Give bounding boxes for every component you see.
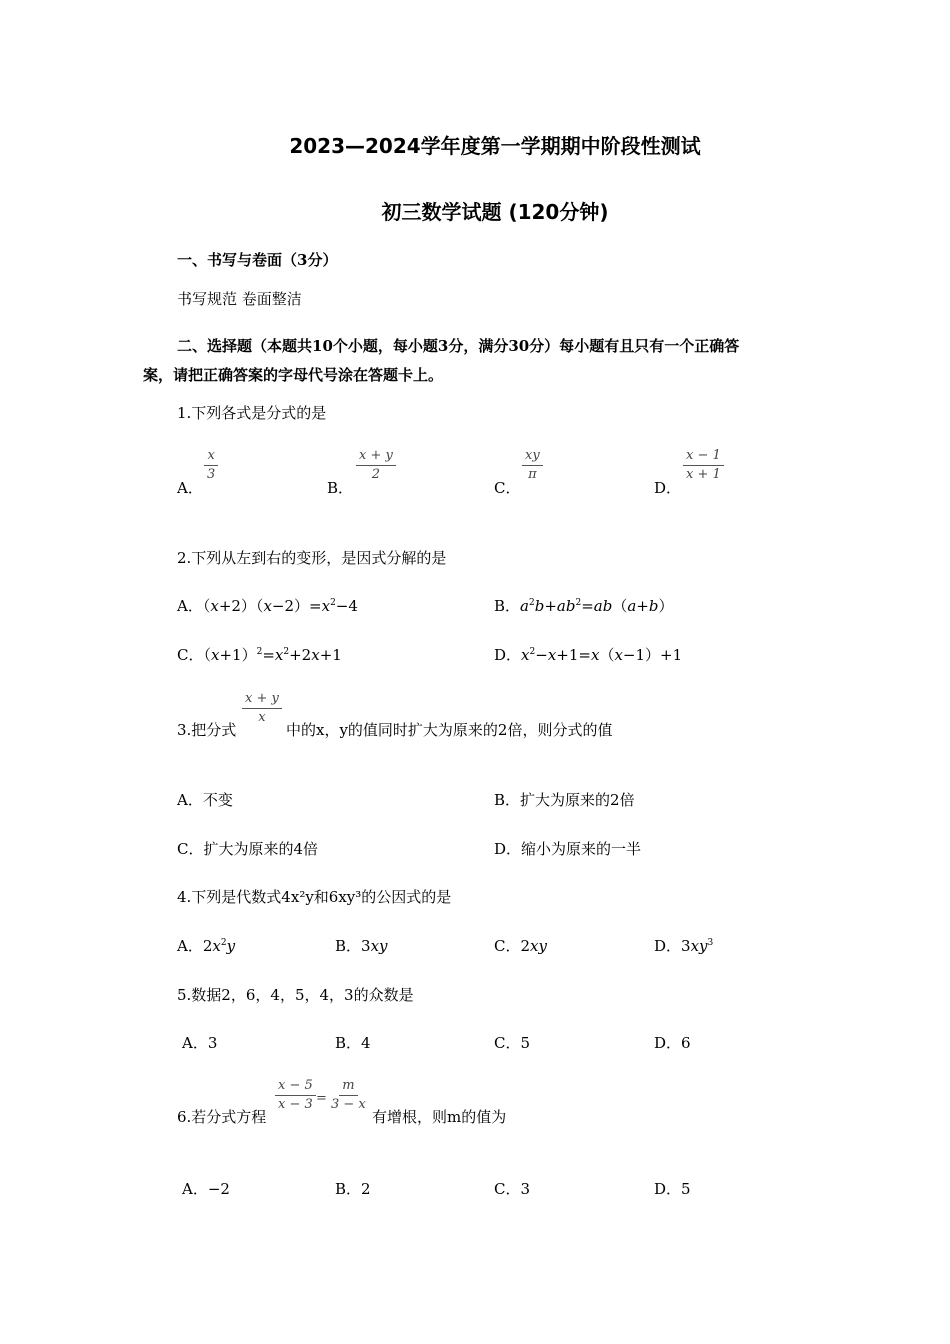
q3-option-b: B．扩大为原来的2倍: [494, 791, 635, 809]
q3-option-a: A．不变: [177, 791, 233, 809]
q4-option-c: C．2xy: [494, 937, 547, 955]
q1-c-denominator: π: [528, 466, 537, 482]
q6-equals-sign: =: [316, 1091, 327, 1106]
q3-fraction: [242, 692, 282, 724]
q6-left-numerator: x − 5: [275, 1079, 316, 1096]
q3-suffix: 中的x，y的值同时扩大为原来的2倍，则分式的值: [286, 721, 613, 739]
q6-option-b: B．2: [335, 1180, 371, 1198]
exam-title: 2023—2024学年度第一学期期中阶段性测试: [289, 134, 701, 158]
q1-option-b-fraction: [356, 449, 396, 481]
q2-option-b: B．$a^2b+ab^2=ab(a+b)$: [494, 597, 674, 615]
exam-subtitle: 初三数学试题 (120分钟): [381, 200, 609, 224]
q4-option-b: B．3xy: [335, 937, 388, 955]
q4-option-a: A．$2x^2y$: [177, 937, 236, 955]
q1-option-a-fraction: [204, 449, 218, 481]
q1-b-numerator: x + y: [356, 449, 396, 466]
q6-fraction-right: [328, 1079, 369, 1111]
q4-stem: 4.下列是代数式4x²y和6xy³的公因式的是: [177, 888, 452, 906]
q6-prefix: 6.若分式方程: [177, 1108, 267, 1126]
q1-option-a-label: A．: [177, 479, 203, 497]
q2-option-c: C．$(x+1)^2=x^2+2x+1$: [177, 646, 342, 664]
q5-stem: 5.数据2，6，4，5，4，3的众数是: [177, 986, 414, 1004]
q1-option-d-label: D．: [654, 479, 682, 497]
q6-option-c: C．3: [494, 1180, 531, 1198]
q1-d-numerator: x − 1: [683, 449, 724, 466]
q5-option-d: D．6: [654, 1034, 691, 1052]
q6-option-d: D．5: [654, 1180, 691, 1198]
q4-option-d: D．$3xy^3$: [654, 937, 714, 955]
q6-suffix: 有增根，则m的值为: [372, 1108, 507, 1126]
q3-denominator: x: [258, 709, 266, 725]
q2-option-d: D．$x^2-x+1=x(x-1)+1$: [494, 646, 683, 664]
section1-body: 书写规范 卷面整洁: [177, 290, 302, 308]
q5-option-b: B．4: [335, 1034, 371, 1052]
q3-numerator: x + y: [242, 692, 282, 709]
q2-option-a: A．$(x+2)(x-2)=x^2-4$: [177, 597, 358, 615]
q1-b-denominator: 2: [371, 466, 381, 482]
q6-right-denominator: 3 − x: [331, 1096, 366, 1112]
q3-prefix: 3.把分式: [177, 721, 237, 739]
q6-left-denominator: x − 3: [278, 1096, 313, 1112]
q1-option-c-fraction: [522, 449, 543, 481]
q6-option-a: A．−2: [182, 1180, 230, 1198]
q1-stem: 1.下列各式是分式的是: [177, 404, 327, 422]
section2-heading-line1: 二、选择题（本题共10个小题，每小题3分，满分30分）每小题有且只有一个正确答: [177, 337, 740, 355]
section1-heading: 一、书写与卷面（3分）: [177, 251, 338, 269]
q3-option-d: D．缩小为原来的一半: [494, 840, 642, 858]
q6-right-numerator: m: [339, 1079, 357, 1096]
q3-option-c: C．扩大为原来的4倍: [177, 840, 319, 858]
q1-option-c-label: C．: [494, 479, 521, 497]
q1-option-d-fraction: [683, 449, 724, 481]
q1-option-b-label: B．: [327, 479, 354, 497]
q6-fraction-left: [275, 1079, 316, 1111]
q1-a-numerator: x: [204, 449, 217, 466]
q1-d-denominator: x + 1: [686, 466, 721, 482]
q1-c-numerator: xy: [522, 449, 543, 466]
q2-stem: 2.下列从左到右的变形，是因式分解的是: [177, 549, 447, 567]
section2-heading-line2: 案，请把正确答案的字母代号涂在答题卡上。: [143, 366, 444, 384]
q1-a-denominator: 3: [207, 466, 216, 482]
q5-option-c: C．5: [494, 1034, 531, 1052]
q5-option-a: A．3: [182, 1034, 218, 1052]
